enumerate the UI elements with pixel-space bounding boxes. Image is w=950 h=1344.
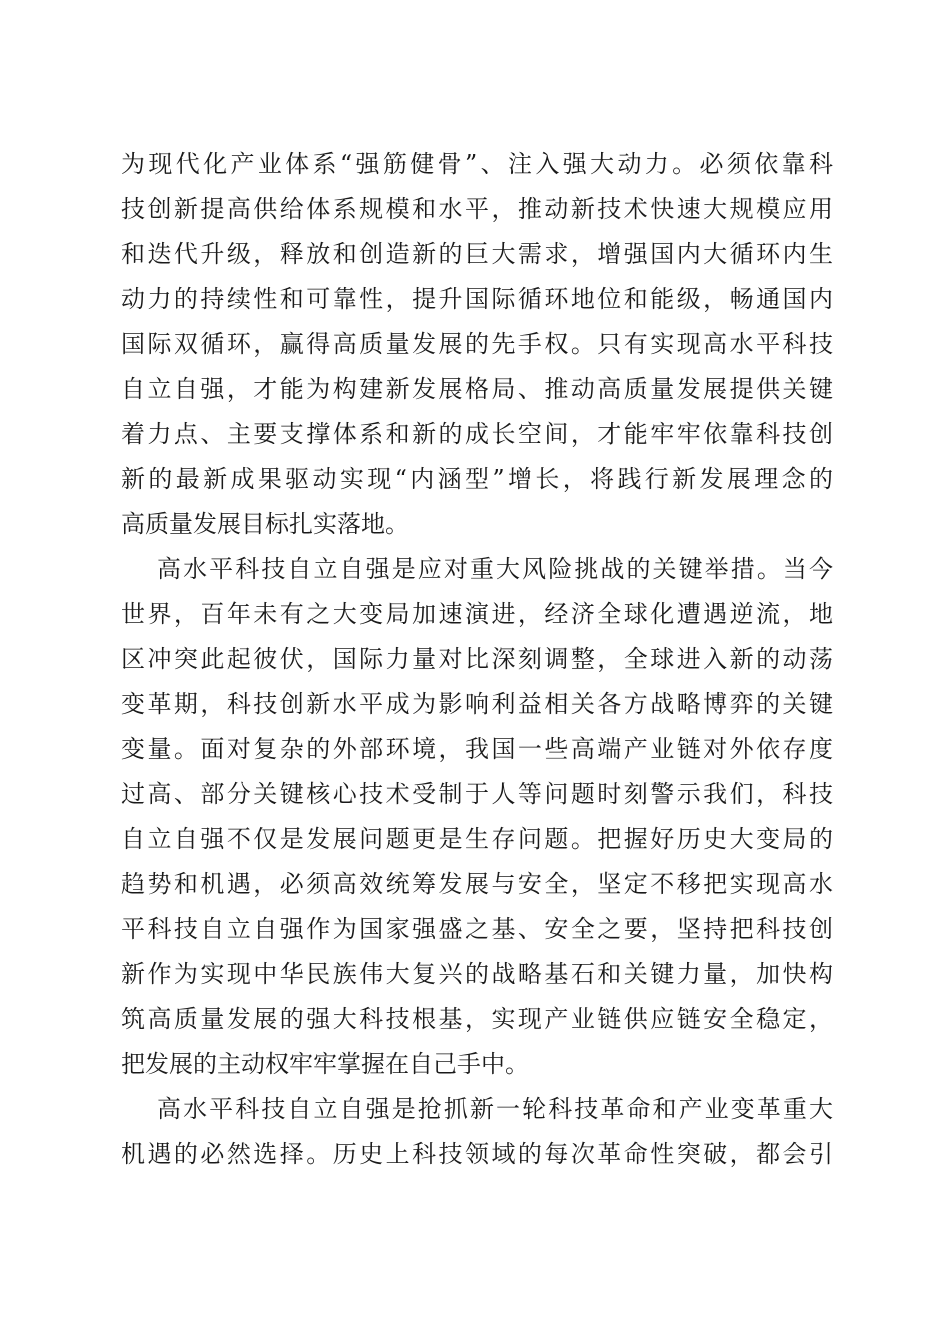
text-line: 着力点、主要支撑体系和新的成长空间，才能牢牢依靠科技创: [121, 420, 833, 448]
paragraph-start-line: 高水平科技自立自强是抢抓新一轮科技革命和产业变革重大: [157, 1095, 833, 1123]
text-line: 动力的持续性和可靠性，提升国际循环地位和能级，畅通国内: [121, 285, 833, 313]
text-line: 筑高质量发展的强大科技根基，实现产业链供应链安全稳定，: [121, 1005, 833, 1033]
text-line: 趋势和机遇，必须高效统筹发展与安全，坚定不移把实现高水: [121, 870, 833, 898]
paragraph-start-line: 高水平科技自立自强是应对重大风险挑战的关键举措。当今: [157, 555, 833, 583]
text-line: 技创新提高供给体系规模和水平，推动新技术快速大规模应用: [121, 195, 833, 223]
text-line: 新的最新成果驱动实现“内涵型”增长，将践行新发展理念的: [121, 465, 833, 493]
text-line: 自立自强，才能为构建新发展格局、推动高质量发展提供关键: [121, 375, 833, 403]
text-line: 机遇的必然选择。历史上科技领域的每次革命性突破，都会引: [121, 1140, 833, 1168]
text-line: 世界，百年未有之大变局加速演进，经济全球化遭遇逆流，地: [121, 600, 833, 628]
text-line: 国际双循环，赢得高质量发展的先手权。只有实现高水平科技: [121, 330, 833, 358]
text-line: 平科技自立自强作为国家强盛之基、安全之要，坚持把科技创: [121, 915, 833, 943]
text-line: 新作为实现中华民族伟大复兴的战略基石和关键力量，加快构: [121, 960, 833, 988]
text-line: 把发展的主动权牢牢掌握在自己手中。: [121, 1050, 529, 1078]
text-line: 为现代化产业体系“强筋健骨”、注入强大动力。必须依靠科: [121, 150, 833, 178]
body-text: [121, 142, 833, 1177]
text-line: 变量。面对复杂的外部环境，我国一些高端产业链对外依存度: [121, 735, 833, 763]
text-line: 过高、部分关键核心技术受制于人等问题时刻警示我们，科技: [121, 780, 833, 808]
text-line: 高质量发展目标扎实落地。: [121, 510, 409, 538]
text-line: 变革期，科技创新水平成为影响利益相关各方战略博弈的关键: [121, 690, 833, 718]
text-line: 自立自强不仅是发展问题更是生存问题。把握好历史大变局的: [121, 825, 833, 853]
text-line: 区冲突此起彼伏，国际力量对比深刻调整，全球进入新的动荡: [121, 645, 833, 673]
text-line: 和迭代升级，释放和创造新的巨大需求，增强国内大循环内生: [121, 240, 833, 268]
